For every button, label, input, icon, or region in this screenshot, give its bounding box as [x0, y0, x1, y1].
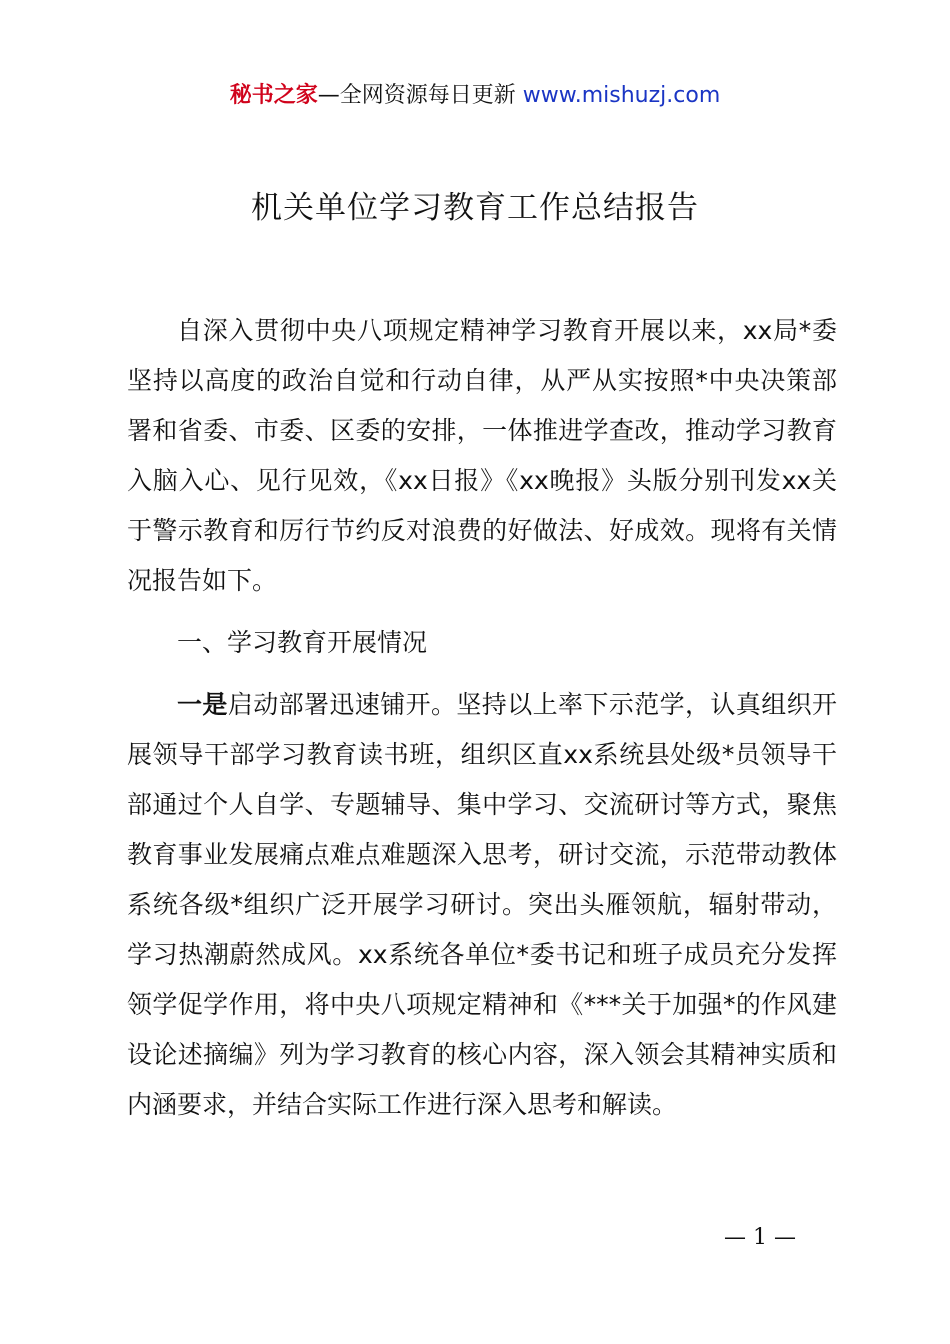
banner-tagline: —全网资源每日更新 [317, 83, 523, 108]
site-url-link[interactable]: www.mishuzj.com [522, 83, 721, 108]
page-number: — 1 — [724, 1225, 796, 1250]
site-banner [0, 80, 950, 112]
intro-paragraph: 自深入贯彻中央八项规定精神学习教育开展以来，xx局*委坚持以高度的政治自觉和行动自律，从严从实按照*中央决策部署和省委、市委、区委的安排，一体推进学查改，推动学习教育入脑入心、见行见效，《xx日报》《xx晚报》头版分别刊发xx关于警示教育和厉行节约反对浪费的好做法、好成效。现将有关情况报告如下。 [127, 316, 837, 595]
item-lead: 一是 [177, 690, 228, 719]
item-paragraph [127, 680, 837, 1130]
section-heading: 一、学习教育开展情况 [177, 628, 428, 657]
item-text: 启动部署迅速铺开。坚持以上率下示范学，认真组织开展领导干部学习教育读书班，组织区直xx系统县处级*员领导干部通过个人自学、专题辅导、集中学习、交流研讨等方式，聚焦教育事业发展痛点难点难题深入思考，研讨交流，示范带动教体系统各级*组织广泛开展学习研讨。突出头雁领航，辐射带动，学习热潮蔚然成风。xx系统各单位*委书记和班子成员充分发挥领学促学作用，将中央八项规定精神和《***关于加强*的作风建设论述摘编》列为学习教育的核心内容，深入领会其精神实质和内涵要求，并结合实际工作进行深入思考和解读。 [127, 690, 837, 1119]
document-title: 机关单位学习教育工作总结报告 [251, 190, 699, 226]
brand-name: 秘书之家 [229, 83, 318, 108]
